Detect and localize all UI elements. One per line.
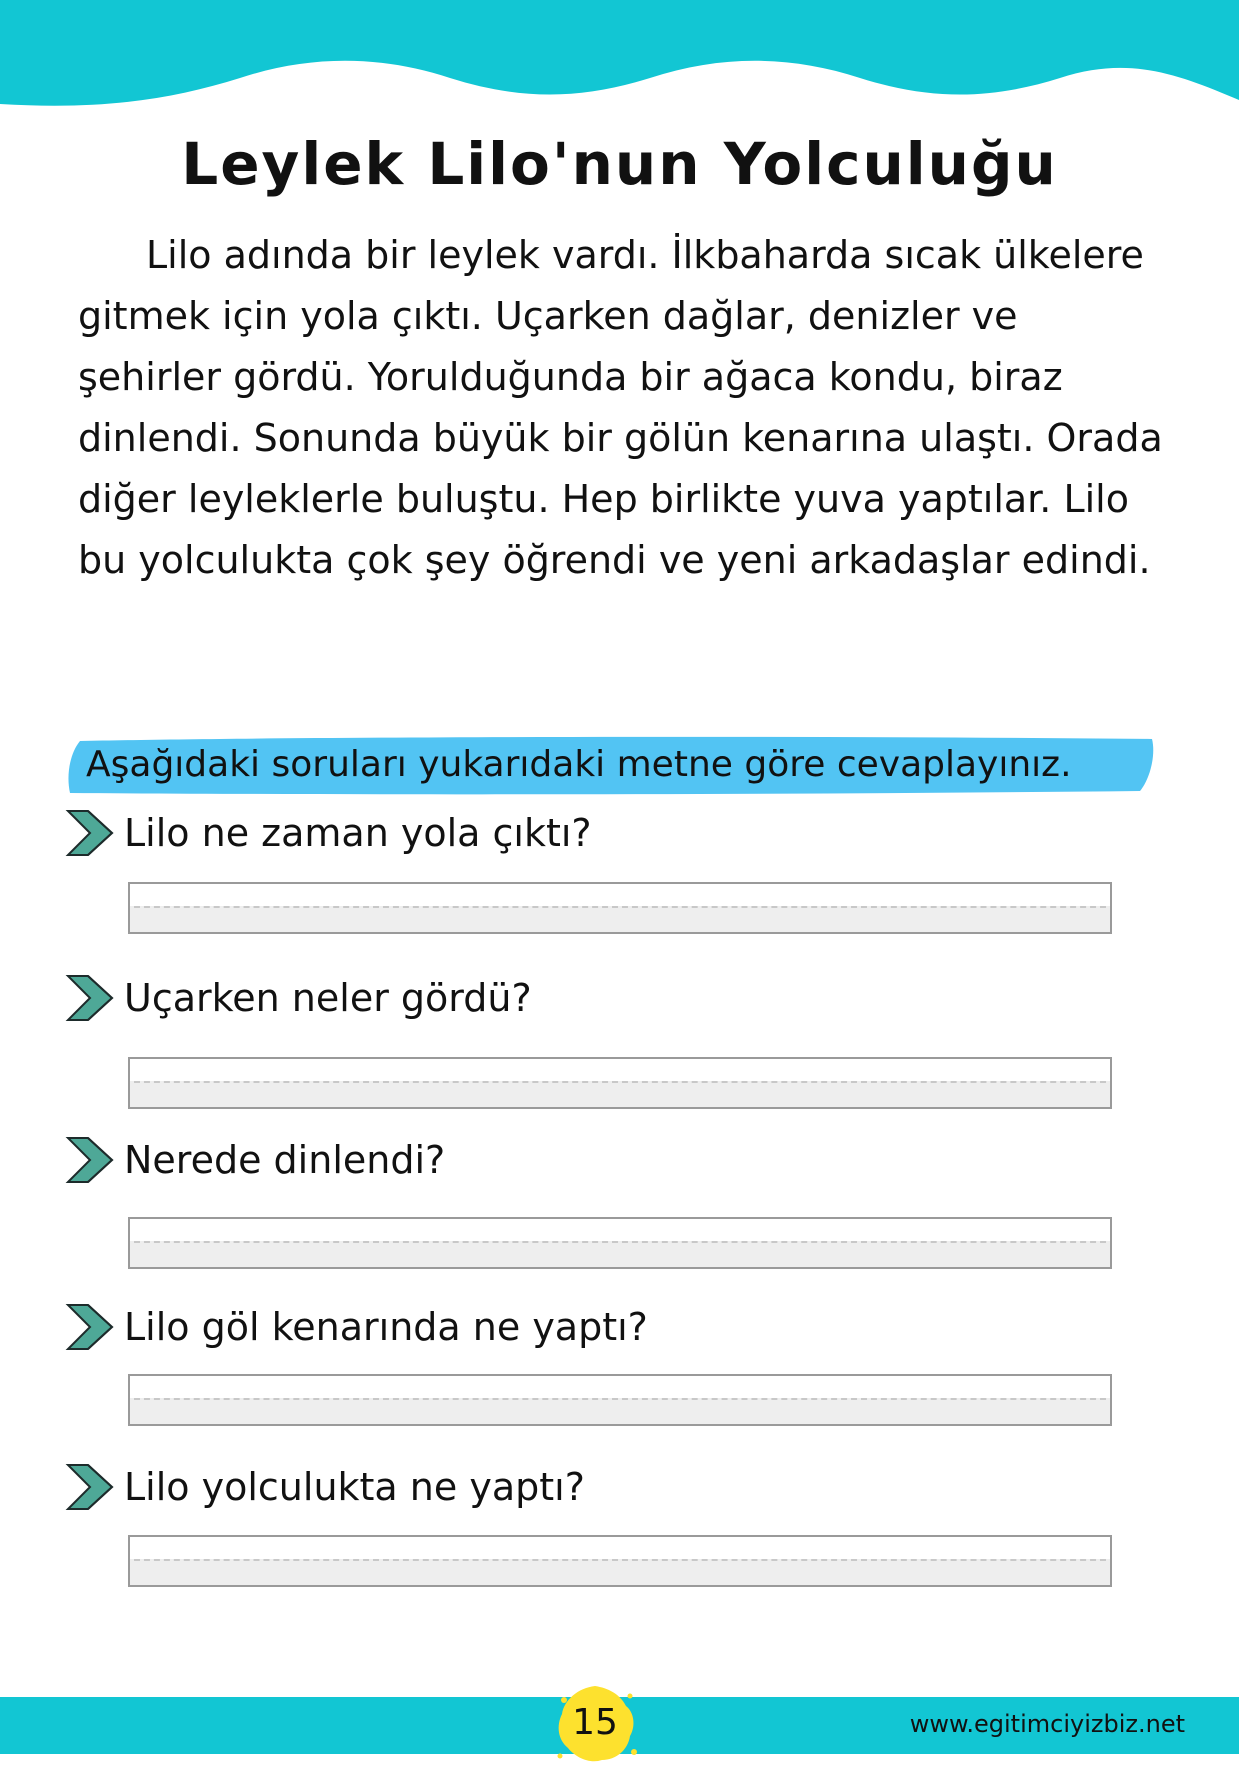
question-text: Nerede dinlendi? xyxy=(124,1138,446,1182)
page-title: Leylek Lilo'nun Yolculuğu xyxy=(181,130,1058,198)
question-3 xyxy=(64,1130,1164,1190)
header-wave xyxy=(0,0,1239,112)
story-text: Lilo adında bir leylek vardı. İlkbaharda sıcak ülkelere gitmek için yola çıktı. Uçarken dağlar, denizler ve şehirler gördü. Yorulduğunda bir ağaca kondu, biraz dinlendi. Sonunda büyük bir gölün kenarına ulaştı. Orada diğer leyleklerle buluştu. Hep birlikte yuva yaptılar. Lilo bu yolculukta çok şey öğrendi ve yeni arkadaşlar edindi. xyxy=(78,233,1163,582)
answer-field-1[interactable] xyxy=(128,882,1112,934)
instruction-text: Aşağıdaki soruları yukarıdaki metne göre cevaplayınız. xyxy=(86,744,1072,785)
question-4 xyxy=(64,1297,1164,1357)
arrow-icon xyxy=(64,1134,116,1186)
writing-guide-line xyxy=(134,1559,1106,1561)
answer-field-5[interactable] xyxy=(128,1535,1112,1587)
writing-guide-line xyxy=(134,1081,1106,1083)
website-link[interactable]: www.egitimciyizbiz.net xyxy=(909,1710,1185,1738)
question-1 xyxy=(64,803,1164,863)
answer-field-4[interactable] xyxy=(128,1374,1112,1426)
question-text: Uçarken neler gördü? xyxy=(124,976,532,1020)
page-number: 15 xyxy=(572,1702,618,1743)
answer-field-3[interactable] xyxy=(128,1217,1112,1269)
question-text: Lilo ne zaman yola çıktı? xyxy=(124,811,592,855)
arrow-icon xyxy=(64,972,116,1024)
arrow-icon xyxy=(64,1461,116,1513)
arrow-icon xyxy=(64,807,116,859)
question-2 xyxy=(64,968,1164,1028)
question-text: Lilo göl kenarında ne yaptı? xyxy=(124,1305,648,1349)
instruction-banner xyxy=(66,735,1156,795)
answer-field-2[interactable] xyxy=(128,1057,1112,1109)
writing-guide-line xyxy=(134,1398,1106,1400)
writing-guide-line xyxy=(134,906,1106,908)
question-5 xyxy=(64,1457,1164,1517)
question-text: Lilo yolculukta ne yaptı? xyxy=(124,1465,585,1509)
writing-guide-line xyxy=(134,1241,1106,1243)
arrow-icon xyxy=(64,1301,116,1353)
